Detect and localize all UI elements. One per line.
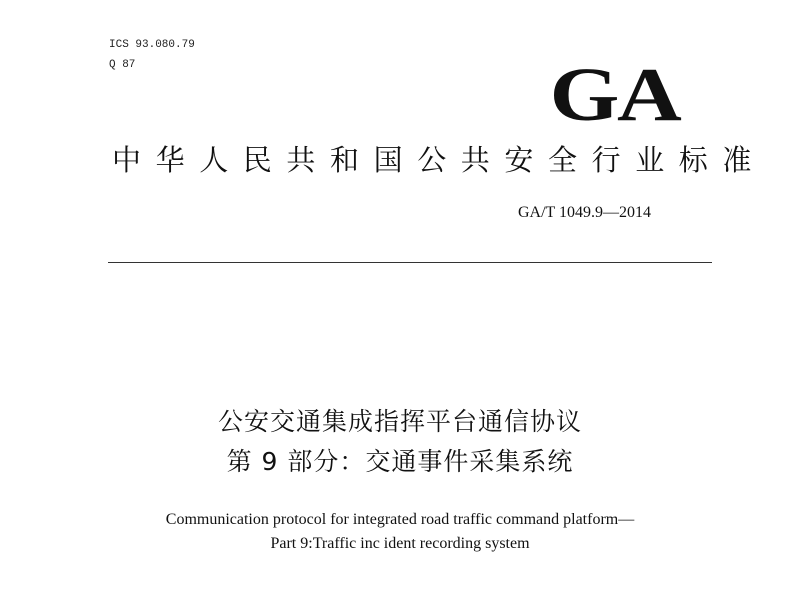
english-title	[0, 508, 800, 556]
ccs-code: Q 87	[109, 59, 136, 71]
standard-category-title: 中华人民共和国公共安全行业标准	[112, 143, 767, 177]
ga-logo: GA	[549, 53, 680, 137]
english-title-line-1: Communication protocol for integrated road traffic command platform—	[165, 511, 635, 528]
chinese-title	[0, 402, 800, 482]
english-title-line-2: Part 9:Traffic inc ident recording system	[270, 535, 530, 552]
ics-code: ICS 93.080.79	[109, 39, 195, 51]
chinese-title-line-1: 公安交通集成指挥平台通信协议	[217, 407, 582, 436]
header-divider	[108, 262, 712, 263]
chinese-title-line-2: 第 9 部分：交通事件采集系统	[226, 447, 574, 476]
standard-number: GA/T 1049.9—2014	[518, 204, 652, 221]
